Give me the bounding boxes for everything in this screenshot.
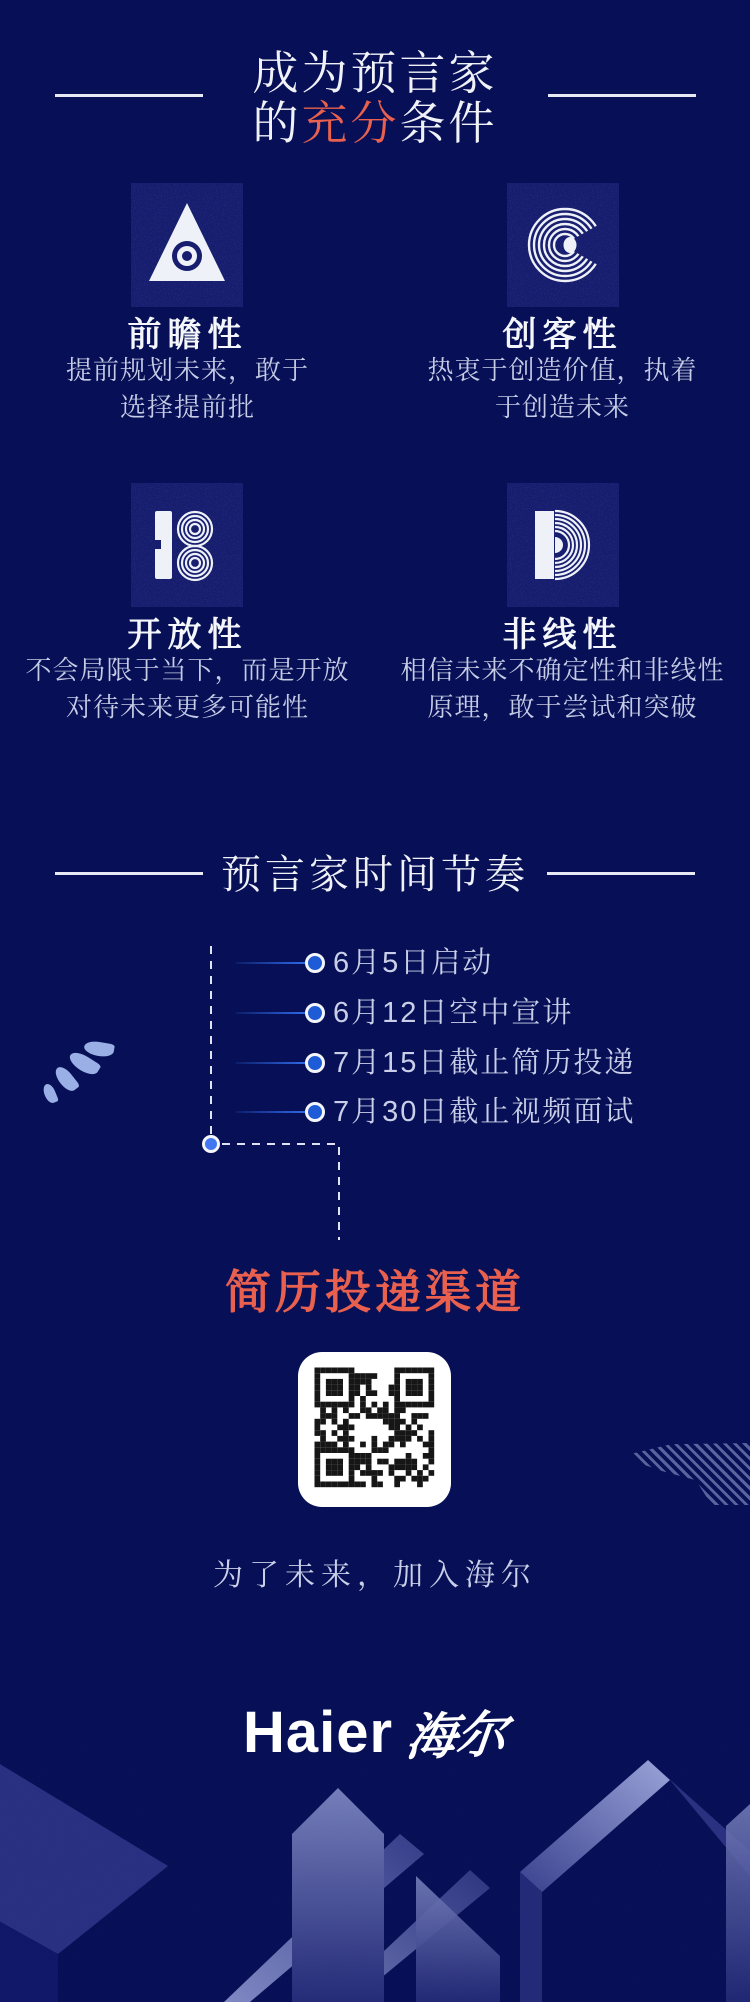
haier-logo-cjk: 海尔 (403, 1706, 510, 1766)
timeline-node-icon (305, 1053, 325, 1073)
condition-card-title: 开放性 (127, 616, 248, 654)
splash-petal-icon (83, 1040, 115, 1059)
condition-card-desc: 不会局限于当下，而是开放 对待未来更多可能性 (25, 655, 350, 722)
condition-card-title: 前瞻性 (127, 316, 248, 354)
condition-card-title: 创客性 (502, 316, 623, 354)
timeline-rule-right (547, 872, 695, 875)
timeline-node-icon (305, 953, 325, 973)
pyramid-eye-icon (131, 183, 243, 307)
geometric-decoration (0, 1730, 750, 2002)
qr-card (298, 1352, 451, 1507)
qr-code (314, 1367, 435, 1493)
one-eight-rings-icon (131, 483, 243, 607)
timeline-connector (236, 1062, 306, 1064)
timeline-connector (236, 1012, 306, 1014)
recruitment-poster: 成为预言家 的充分条件 前瞻性 提前规划未来，敢于 选择提前批 创客性 热衷于创造价值，执着 于创造未来 开放性 不会局限于当下，而是开放 对待未来更多可能性 非线性 相信未来不确定性和非线性 原理，敢于尝试和突破 预言家时间节奏 6月5日启动 6月12日空中宣讲 7月15日截止简历投递 7月30日截止视频面试 简历投递渠道 为了未来，加入海尔 Haier 海尔 (0, 0, 750, 2002)
header-rule-left (55, 94, 203, 97)
condition-card-title: 非线性 (502, 616, 623, 654)
spiral-disc-icon (507, 183, 619, 307)
resume-heading: 简历投递渠道 (225, 1266, 525, 1318)
page-title-line1: 成为预言家 (252, 47, 498, 99)
timeline-connector (236, 1111, 306, 1113)
header-rule-right (548, 94, 696, 97)
slogan-text: 为了未来，加入海尔 (213, 1559, 537, 1592)
d-arcs-icon (507, 483, 619, 607)
page-title-line2: 的充分条件 (252, 97, 498, 149)
timeline-heading: 预言家时间节奏 (221, 853, 529, 897)
timeline-rule-left (55, 872, 203, 875)
timeline-dashed-line-vertical (210, 946, 212, 1136)
hatch-decoration (630, 1443, 750, 1505)
condition-card-desc: 热衷于创造价值，执着 于创造未来 (427, 355, 698, 422)
condition-card-desc: 相信未来不确定性和非线性 原理，敢于尝试和突破 (400, 655, 725, 722)
splash-petal-icon (52, 1064, 80, 1095)
title-highlight: 充分 (301, 97, 400, 149)
timeline-node-icon (305, 1102, 325, 1122)
timeline-connector (236, 962, 306, 964)
condition-card-desc: 提前规划未来，敢于 选择提前批 (65, 355, 309, 422)
timeline-corner-dot (202, 1135, 220, 1153)
haier-logo-latin: Haier (242, 1699, 394, 1765)
splash-petal-icon (41, 1082, 59, 1105)
timeline-dashed-line-down (338, 1147, 340, 1240)
timeline-node-icon (305, 1003, 325, 1023)
timeline-dashed-line-horizontal (222, 1143, 340, 1145)
